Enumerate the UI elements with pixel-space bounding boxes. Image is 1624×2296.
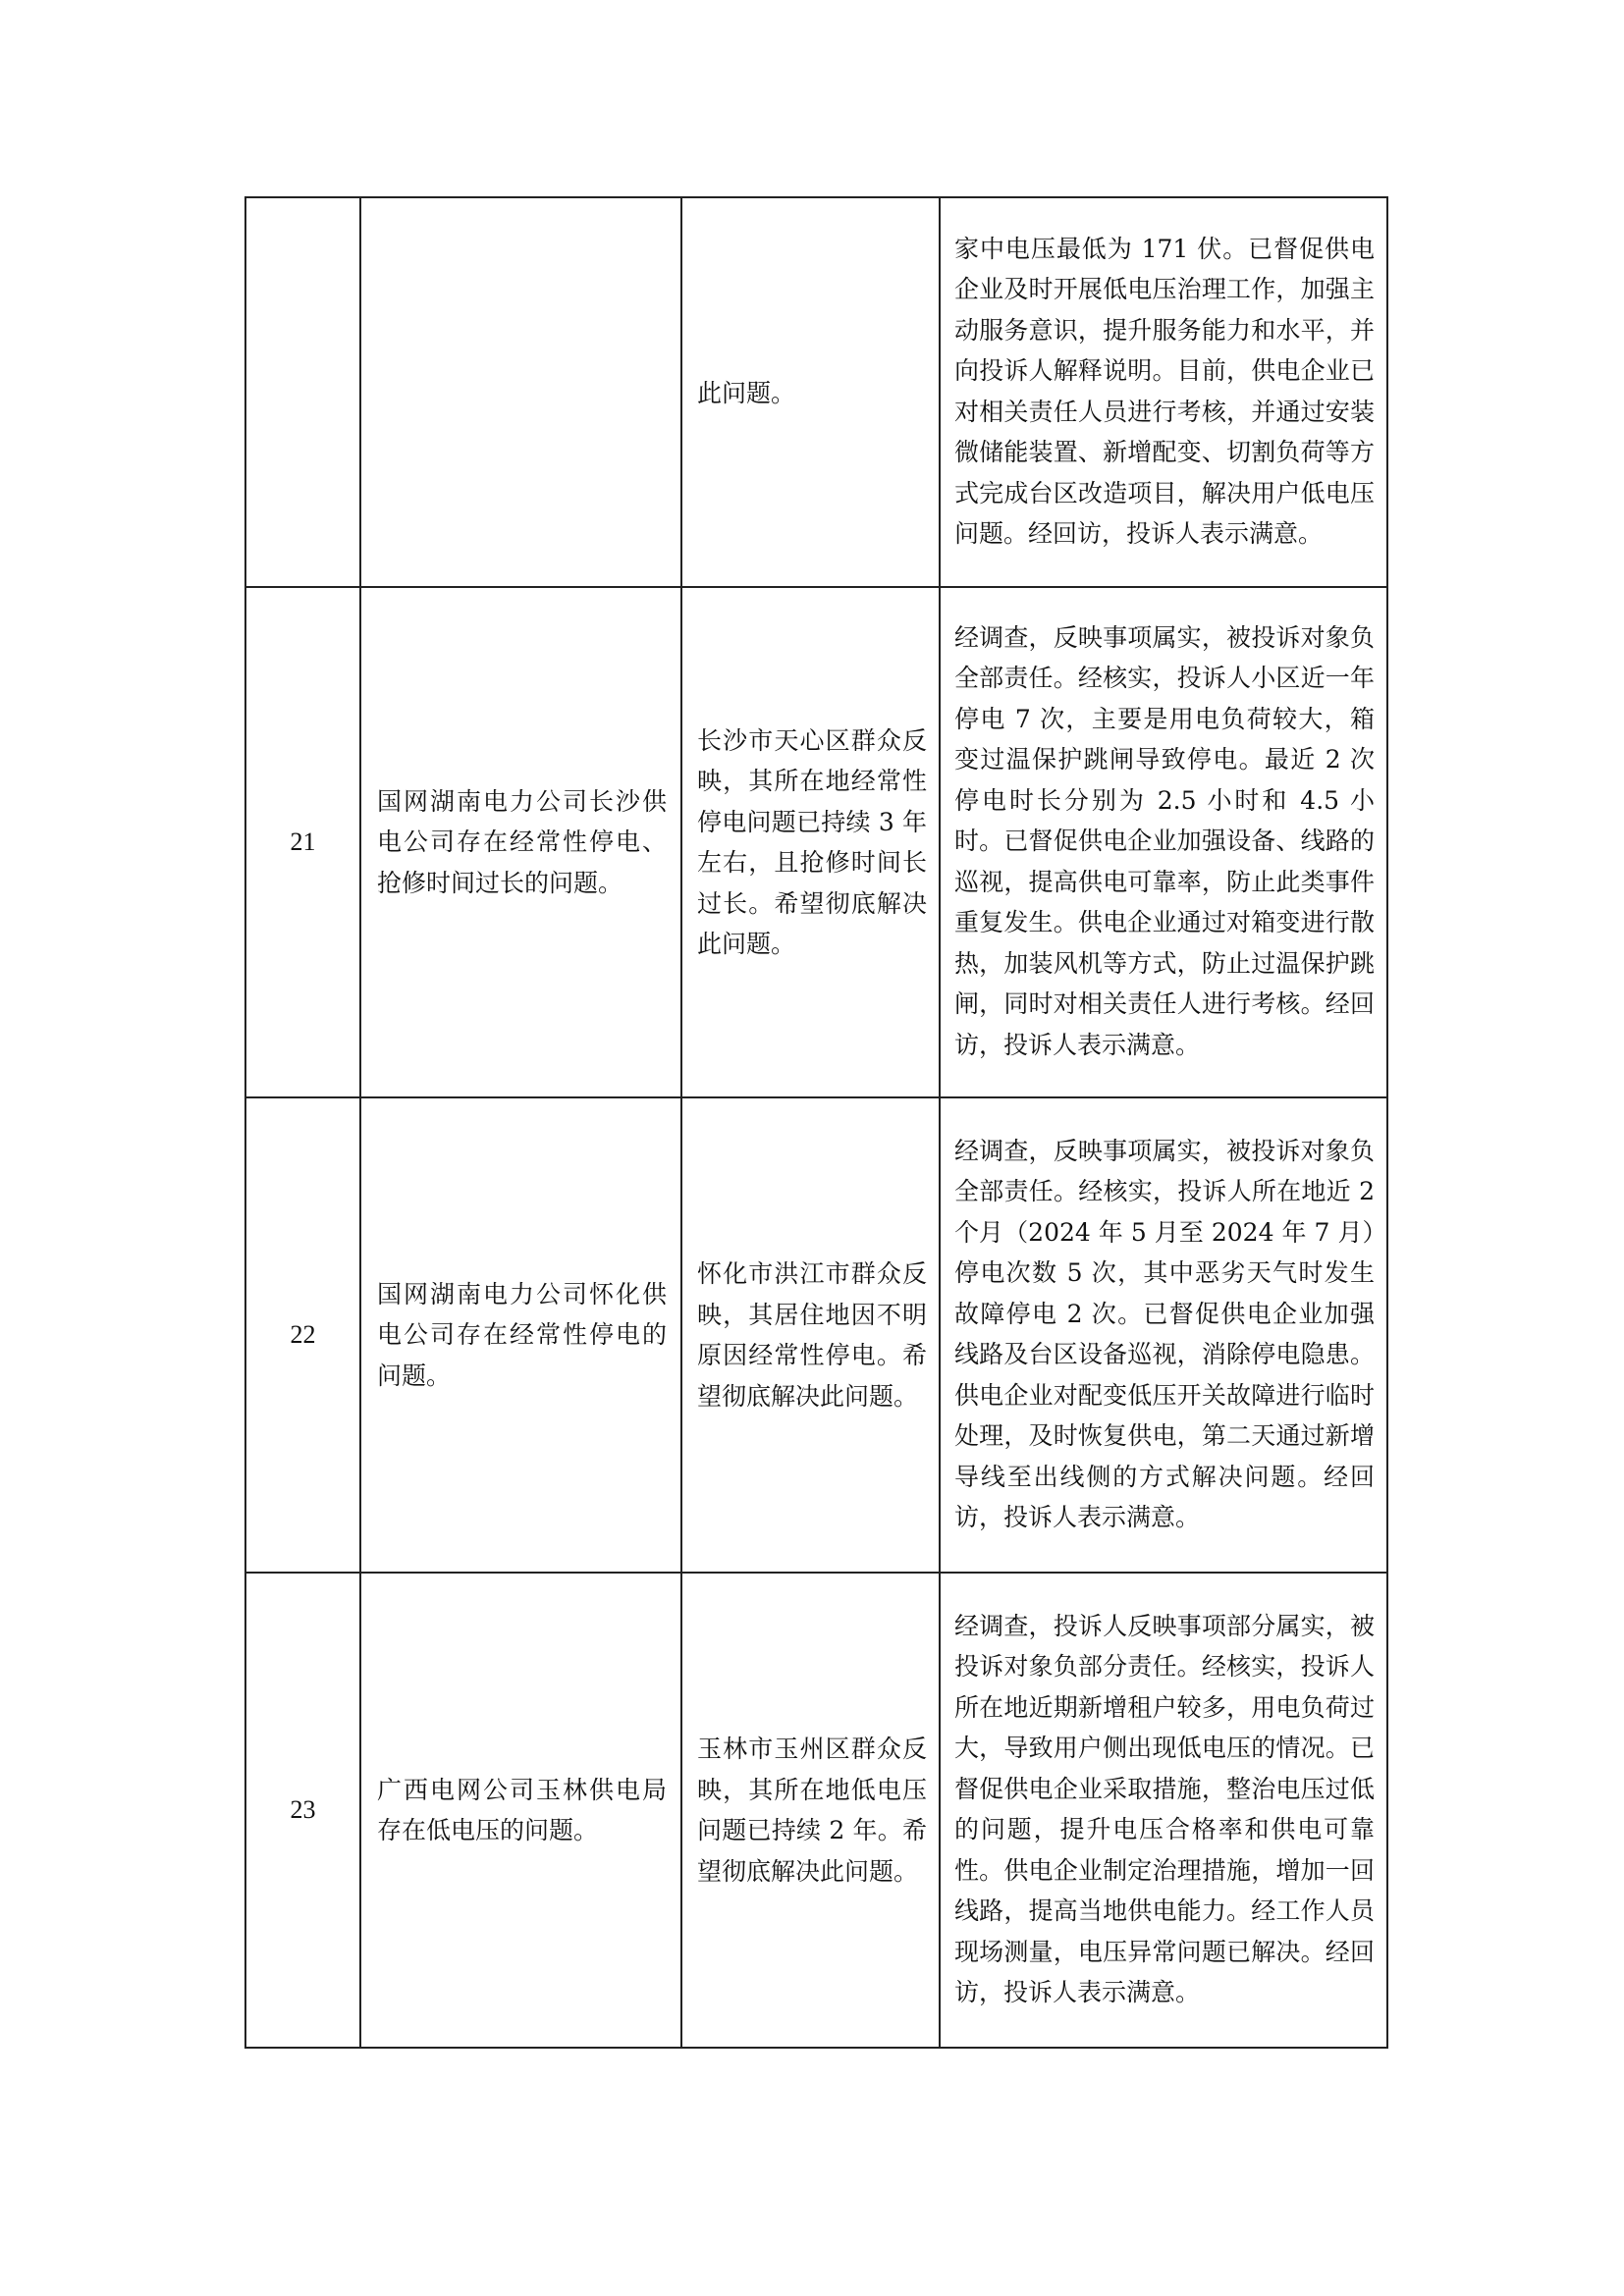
- issue-cell: [681, 197, 940, 587]
- row-number: [245, 197, 360, 587]
- complaint-target: 国网湖南电力公司长沙供电公司存在经常性停电、抢修时间过长的问题。: [377, 786, 667, 897]
- result-text: 家中电压最低为 171 伏。已督促供电企业及时开展低电压治理工作，加强主动服务意识，提升服务能力和水平，并向投诉人解释说明。目前，供电企业已对相关责任人员进行考核，并通过安装微储能装置、新增配变、切割负荷等方式完成台区改造项目，解决用户低电压问题。经回访，投诉人表示满意。: [954, 234, 1375, 548]
- table-row: [245, 587, 1387, 1097]
- issue-text: 怀化市洪江市群众反映，其居住地因不明原因经常性停电。希望彻底解决此问题。: [697, 1259, 927, 1411]
- row-number: 22: [245, 1097, 360, 1573]
- complaint-target-cell: [360, 1097, 681, 1573]
- issue-cell: [681, 1573, 940, 2048]
- row-number: 21: [245, 587, 360, 1097]
- result-cell: [940, 1573, 1387, 2048]
- issue-text: 长沙市天心区群众反映，其所在地经常性停电问题已持续 3 年左右，且抢修时间长过长。希望彻底解决此问题。: [697, 725, 927, 958]
- issue-text: 此问题。: [697, 378, 796, 407]
- table-row: [245, 1097, 1387, 1573]
- result-cell: [940, 197, 1387, 587]
- complaint-target: 广西电网公司玉林供电局存在低电压的问题。: [377, 1775, 667, 1844]
- result-cell: [940, 1097, 1387, 1573]
- complaint-target-cell: [360, 197, 681, 587]
- result-text: 经调查，反映事项属实，被投诉对象负全部责任。经核实，投诉人所在地近 2 个月（2024 年 5 月至 2024 年 7 月）停电次数 5 次，其中恶劣天气时发生故障停电 2 次。已督促供电企业加强线路及台区设备巡视，消除停电隐患。供电企业对配变低压开关故障进行临时处理，及时恢复供电，第二天通过新增导线至出线侧的方式解决问题。经回访，投诉人表示满意。: [954, 1136, 1375, 1531]
- result-cell: [940, 587, 1387, 1097]
- issue-text: 玉林市玉州区群众反映，其所在地低电压问题已持续 2 年。希望彻底解决此问题。: [697, 1735, 927, 1886]
- table-row: [245, 1573, 1387, 2048]
- complaint-target: 国网湖南电力公司怀化供电公司存在经常性停电的问题。: [377, 1279, 667, 1390]
- issue-cell: [681, 1097, 940, 1573]
- issue-cell: [681, 587, 940, 1097]
- complaint-target-cell: [360, 587, 681, 1097]
- table-row: [245, 197, 1387, 587]
- row-number: 23: [245, 1573, 360, 2048]
- complaint-table: [244, 196, 1388, 2049]
- result-text: 经调查，投诉人反映事项部分属实，被投诉对象负部分责任。经核实，投诉人所在地近期新增租户较多，用电负荷过大，导致用户侧出现低电压的情况。已督促供电企业采取措施，整治电压过低的问题，提升电压合格率和供电可靠性。供电企业制定治理措施，增加一回线路，提高当地供电能力。经工作人员现场测量，电压异常问题已解决。经回访，投诉人表示满意。: [954, 1611, 1375, 2006]
- result-text: 经调查，反映事项属实，被投诉对象负全部责任。经核实，投诉人小区近一年停电 7 次，主要是用电负荷较大，箱变过温保护跳闸导致停电。最近 2 次停电时长分别为 2.5 小时和 4.5 小时。已督促供电企业加强设备、线路的巡视，提高供电可靠率，防止此类事件重复发生。供电企业通过对箱变进行散热，加装风机等方式，防止过温保护跳闸，同时对相关责任人进行考核。经回访，投诉人表示满意。: [954, 622, 1375, 1059]
- complaint-target-cell: [360, 1573, 681, 2048]
